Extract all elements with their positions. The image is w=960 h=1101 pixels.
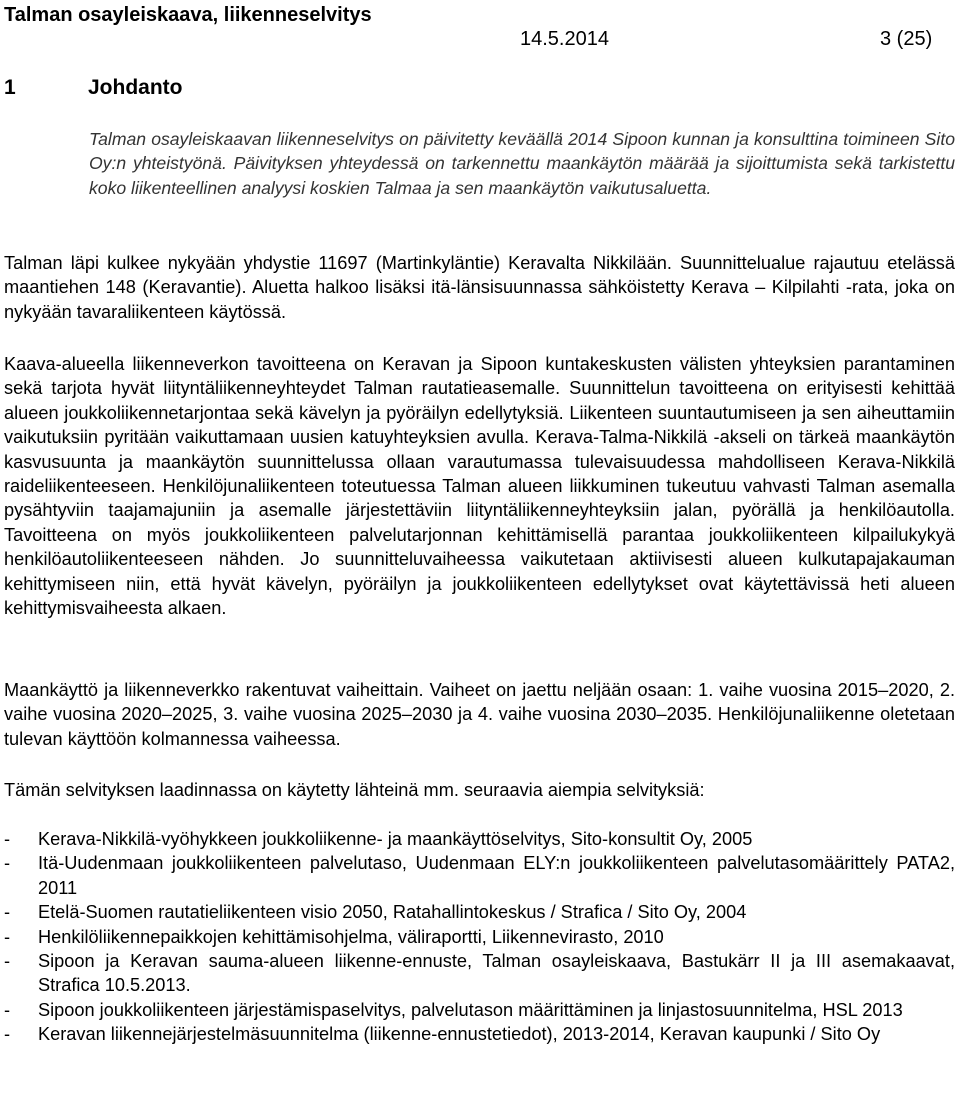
list-marker: - [4,902,11,923]
section-heading [4,74,183,102]
list-item-text: Henkilöliikennepaikkojen kehittämisohjelma, väliraportti, Liikennevirasto, 2010 [38,926,664,947]
list-item [4,998,955,1022]
document-date: 14.5.2014 [520,28,609,50]
list-marker: - [4,951,11,972]
list-marker: - [4,853,11,874]
list-item-text: Keravan liikennejärjestelmäsuunnitelma (liikenne-ennustetiedot), 2013-2014, Keravan kaupunki / Sito Oy [38,1024,881,1045]
document-title: Talman osayleiskaava, liikenneselvitys [4,4,372,26]
paragraph-sources-intro: Tämän selvityksen laadinnassa on käytetty lähteinä mm. seuraavia aiempia selvityksiä: [4,780,705,800]
list-item [4,1022,955,1046]
reference-list [4,827,955,1047]
paragraph-route: Talman läpi kulkee nykyään yhdystie 11697 (Martinkyläntie) Keravalta Nikkilään. Suunnittelualue rajautuu etelässä maantiehen 148 (Keravantie). Aluetta halkoo lisäksi itä-länsisuunnassa sähköistetty Kerava – Kilpilahti -rata, joka on nykyään tavaraliikenteen käytössä. [4,253,955,322]
list-marker: - [4,999,11,1020]
paragraph-phases: Maankäyttö ja liikenneverkko rakentuvat vaiheittain. Vaiheet on jaettu neljään osaan: 1. vaihe vuosina 2015–2020, 2. vaihe vuosina 2020–2025, 3. vaihe vuosina 2025–2030 ja 4. vaihe vuosina 2030–2035. Henkilöjunaliikenne oletetaan tulevan käyttöön kolmannessa vaiheessa. [4,680,955,749]
list-item-text: Etelä-Suomen rautatieliikenteen visio 2050, Ratahallintokeskus / Strafica / Sito Oy, 2004 [38,902,747,923]
list-item-text: Sipoon ja Keravan sauma-alueen liikenne-ennuste, Talman osayleiskaava, Bastukärr II ja III asemakaavat, Strafica 10.5.2013. [38,951,955,996]
intro-paragraph: Talman osayleiskaavan liikenneselvitys on päivitetty keväällä 2014 Sipoon kunnan ja konsulttina toimineen Sito Oy:n yhteistyönä. Päivityksen yhteydessä on tarkennettu maankäytön määrää ja sijoittumista sekä tarkistettu koko liikenteellinen analyysi koskien Talmaa ja sen maankäytön vaikutusaluetta. [89,129,955,198]
section-number: 1 [4,76,16,99]
list-item [4,925,955,949]
paragraph-goals: Kaava-alueella liikenneverkon tavoitteena on Keravan ja Sipoon kuntakeskusten välisten yhteyksien parantaminen sekä tarjota hyvät liityntäliikenneyhteydet Talman rautatieasemalle. Suunnittelun tavoitteena on erityisesti kehittää alueen joukkoliikennetarjontaa sekä kävelyn ja pyöräilyn edellytyksiä. Liikenteen suuntautumiseen ja sen aiheuttamiin vaikutuksiin pyritään vaikuttamaan uusien katuyhteyksien avulla. Kerava-Talma-Nikkilä -akseli on tärkeä maankäytön kasvusuunta ja maankäytön suunnittelussa ollaan varautumassa tulevaisuudessa mahdolliseen Kerava-Nikkilä raideliikenteeseen. Henkilöjunaliikenteen toteutuessa Talman alueen liikkuminen tukeutuu vahvasti Talman asemalla pysähtyviin taajamajuniin ja asemalle järjestettäviin liityntäliikenneyhteyksiin jalan, pyörällä ja henkilöautolla. Tavoitteena on myös joukkoliikenteen palvelutarjonnan kehittämisellä parantaa joukkoliikenteen kilpailukykyä henkilöautoliikenteeseen nähden. Jo suunnitteluvaiheessa vaikutetaan aktiivisesti alueen kulkutapajakauman kehittymiseen niin, että hyvät kävelyn, pyöräilyn ja joukkoliikenteen edellytykset ovat käytettävissä heti alueen kehittymisvaiheesta alkaen. [4,354,955,619]
list-item-text: Kerava-Nikkilä-vyöhykkeen joukkoliikenne- ja maankäyttöselvitys, Sito-konsultit Oy, 2005 [38,829,753,849]
list-item [4,949,955,998]
list-item [4,900,955,924]
list-item [4,827,955,851]
list-marker: - [4,829,11,849]
list-item-text: Itä-Uudenmaan joukkoliikenteen palvelutaso, Uudenmaan ELY:n joukkoliikenteen palvelutasomäärittely PATA2, 2011 [38,853,955,898]
list-item [4,851,955,900]
list-item-text: Sipoon joukkoliikenteen järjestämispaselvitys, palvelutason määrittäminen ja linjastosuunnitelma, HSL 2013 [38,999,903,1020]
section-title: Johdanto [88,76,183,99]
list-marker: - [4,926,11,947]
page-number: 3 (25) [880,28,933,50]
list-marker: - [4,1024,11,1045]
